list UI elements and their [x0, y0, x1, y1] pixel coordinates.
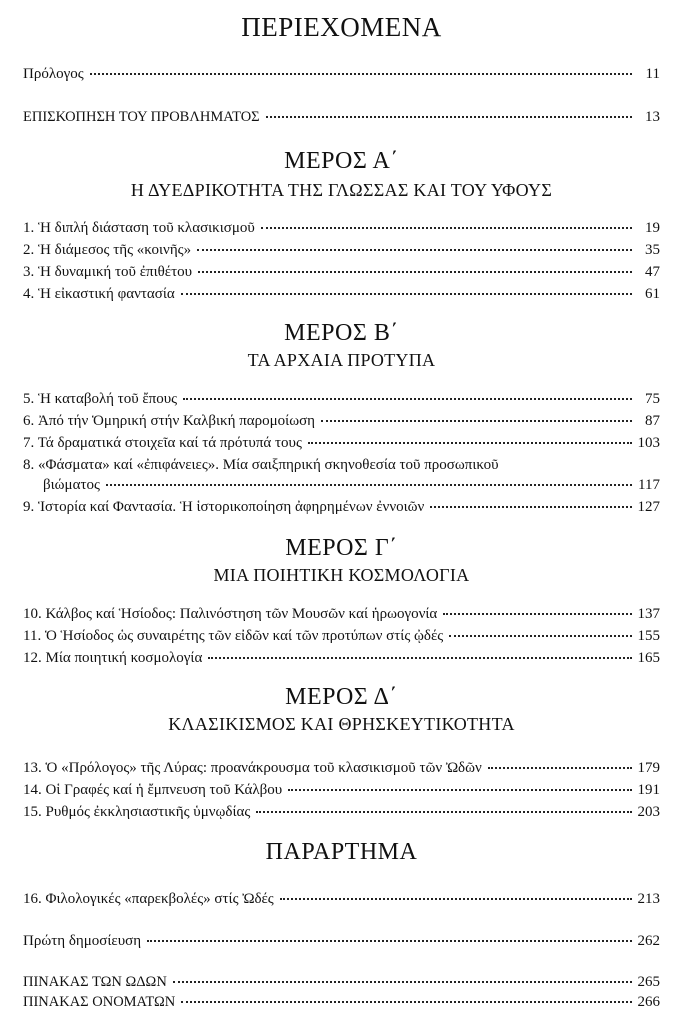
- toc-entry[interactable]: [23, 240, 660, 260]
- toc-entry-page: 165: [637, 650, 660, 666]
- dot-leader: [197, 239, 632, 251]
- toc-entry-page: 179: [637, 760, 660, 776]
- dot-leader: [288, 779, 631, 791]
- toc-entry[interactable]: [23, 433, 660, 453]
- part-c-subtitle: ΜΙΑ ΠΟΙΗΤΙΚΗ ΚΟΣΜΟΛΟΓΙΑ: [213, 565, 470, 585]
- toc-entry-label: 14. Οἱ Γραφές καί ἡ ἔμπνευση τοῦ Κάλβου: [23, 782, 283, 798]
- toc-entry[interactable]: [23, 262, 660, 282]
- toc-entry-page: 213: [637, 891, 660, 907]
- part-b-heading: ΜΕΡΟΣ Β΄: [284, 320, 399, 346]
- toc-entry-label: 7. Τά δραματικά στοιχεῖα καί τά πρότυπά τους: [23, 435, 302, 451]
- part-d-heading: ΜΕΡΟΣ Δ΄: [285, 684, 398, 710]
- toc-entry-page: 11: [645, 66, 660, 82]
- toc-entry[interactable]: [23, 648, 660, 668]
- toc-entry[interactable]: [23, 218, 660, 238]
- toc-entry-page: 155: [637, 628, 660, 644]
- toc-entry[interactable]: [23, 411, 660, 431]
- toc-entry-page: 203: [637, 804, 660, 820]
- toc-entry-label: 9. Ἱστορία καί Φαντασία. Ἡ ἱστορικοποίηση ἀφηρημένων ἐννοιῶν: [23, 499, 425, 515]
- toc-entry-label: 11. Ὁ Ἡσίοδος ὡς συναιρέτης τῶν εἰδῶν καί τῶν προτύπων στίς ᾠδές: [23, 628, 444, 644]
- toc-entry-page: 127: [637, 499, 660, 515]
- toc-entry-page: 265: [637, 974, 660, 990]
- part-b-subtitle: ΤΑ ΑΡΧΑΙΑ ΠΡΟΤΥΠΑ: [247, 350, 436, 370]
- toc-entry-label: 5. Ἡ καταβολή τοῦ ἔπους: [23, 391, 178, 407]
- toc-entry-page: 137: [637, 606, 660, 622]
- dot-leader: [183, 388, 632, 400]
- dot-leader: [449, 625, 631, 637]
- toc-entry-label: 4. Ἡ εἰκαστική φαντασία: [23, 286, 175, 302]
- toc-entry[interactable]: [23, 284, 660, 304]
- toc-entry-page: 262: [637, 933, 660, 949]
- toc-entry-page: 35: [645, 242, 660, 258]
- toc-entry-label: βιώματος: [43, 477, 100, 493]
- toc-entry-label: 16. Φιλολογικές «παρεκβολές» στίς Ὠδές: [23, 891, 274, 907]
- appendix-heading: ΠΑΡΑΡΤΗΜΑ: [265, 839, 418, 865]
- toc-entry-page: 87: [645, 413, 660, 429]
- dot-leader: [181, 283, 632, 295]
- toc-entry[interactable]: [23, 758, 660, 778]
- toc-entry-label: 13. Ὁ «Πρόλογος» τῆς Λύρας: προανάκρουσμα τοῦ κλασικισμοῦ τῶν Ὠδῶν: [23, 760, 482, 776]
- toc-entry[interactable]: [43, 475, 660, 495]
- dot-leader: [90, 63, 632, 75]
- toc-entry-label: 15. Ρυθμός ἐκκλησιαστικῆς ὑμνῳδίας: [23, 804, 251, 820]
- toc-entry-page: 19: [645, 220, 660, 236]
- toc-entry-label: 1. Ἡ διπλή διάσταση τοῦ κλασικισμοῦ: [23, 220, 255, 236]
- dot-leader: [266, 106, 632, 118]
- toc-entry-overview[interactable]: [23, 107, 660, 127]
- dot-leader: [261, 217, 632, 229]
- toc-entry[interactable]: [23, 780, 660, 800]
- toc-entry-page: 61: [645, 286, 660, 302]
- toc-entry-page: 13: [645, 109, 660, 125]
- part-d-subtitle: ΚΛΑΣΙΚΙΣΜΟΣ ΚΑΙ ΘΡΗΣΚΕΥΤΙΚΟΤΗΤΑ: [168, 714, 515, 734]
- toc-entry-names-index[interactable]: [23, 992, 660, 1012]
- toc-entry-label: 12. Μία ποιητική κοσμολογία: [23, 650, 203, 666]
- toc-entry-odes-index[interactable]: [23, 972, 660, 992]
- dot-leader: [181, 991, 631, 1003]
- part-a-subtitle: Η ΔΥΕΔΡΙΚΟΤΗΤΑ ΤΗΣ ΓΛΩΣΣΑΣ ΚΑΙ ΤΟΥ ΥΦΟΥΣ: [130, 180, 553, 200]
- toc-entry-label-line1[interactable]: 8. «Φάσματα» καί «ἐπιφάνειες». Μία σαιξπηρική σκηνοθεσία τοῦ προσωπικοῦ: [23, 457, 499, 473]
- toc-entry-page: 47: [645, 264, 660, 280]
- dot-leader: [147, 930, 631, 942]
- toc-entry[interactable]: [23, 389, 660, 409]
- part-a-heading: ΜΕΡΟΣ Α΄: [284, 148, 399, 174]
- toc-entry-label: Πρώτη δημοσίευση: [23, 933, 142, 949]
- dot-leader: [198, 261, 632, 273]
- toc-entry[interactable]: [23, 889, 660, 909]
- dot-leader: [173, 971, 632, 983]
- toc-entry-label: 2. Ἡ διάμεσος τῆς «κοινῆς»: [23, 242, 192, 258]
- dot-leader: [443, 603, 631, 615]
- toc-entry-label: ΠΙΝΑΚΑΣ ΟΝΟΜΑΤΩΝ: [23, 994, 176, 1010]
- toc-entry-label: ΕΠΙΣΚΟΠΗΣΗ ΤΟΥ ΠΡΟΒΛΗΜΑΤΟΣ: [23, 109, 260, 125]
- toc-entry-page: 75: [645, 391, 660, 407]
- page-title: ΠΕΡΙΕΧΟΜΕΝΑ: [241, 12, 442, 42]
- toc-entry-prologue[interactable]: [23, 64, 660, 84]
- part-c-heading: ΜΕΡΟΣ Γ΄: [285, 535, 398, 561]
- dot-leader: [430, 496, 631, 508]
- dot-leader: [308, 432, 632, 444]
- toc-entry[interactable]: [23, 497, 660, 517]
- dot-leader: [106, 474, 632, 486]
- dot-leader: [321, 410, 632, 422]
- toc-entry-page: 266: [637, 994, 660, 1010]
- toc-entry-page: 191: [637, 782, 660, 798]
- toc-entry-label: 6. Ἀπό τήν Ὁμηρική στήν Καλβική παρομοίωση: [23, 413, 316, 429]
- dot-leader: [208, 647, 631, 659]
- toc-entry-label: 10. Κάλβος καί Ἡσίοδος: Παλινόστηση τῶν Μουσῶν καί ἡρωογονία: [23, 606, 438, 622]
- toc-entry-page: 117: [638, 477, 660, 493]
- toc-entry-label: Πρόλογος: [23, 66, 84, 82]
- toc-entry-page: 103: [637, 435, 660, 451]
- toc-entry-label: ΠΙΝΑΚΑΣ ΤΩΝ ΩΔΩΝ: [23, 974, 167, 990]
- dot-leader: [488, 757, 632, 769]
- toc-entry[interactable]: [23, 626, 660, 646]
- toc-entry-label: 3. Ἡ δυναμική τοῦ ἐπιθέτου: [23, 264, 193, 280]
- dot-leader: [256, 801, 631, 813]
- dot-leader: [280, 888, 632, 900]
- toc-entry-first-publication[interactable]: [23, 931, 660, 951]
- toc-entry[interactable]: [23, 604, 660, 624]
- toc-entry[interactable]: [23, 802, 660, 822]
